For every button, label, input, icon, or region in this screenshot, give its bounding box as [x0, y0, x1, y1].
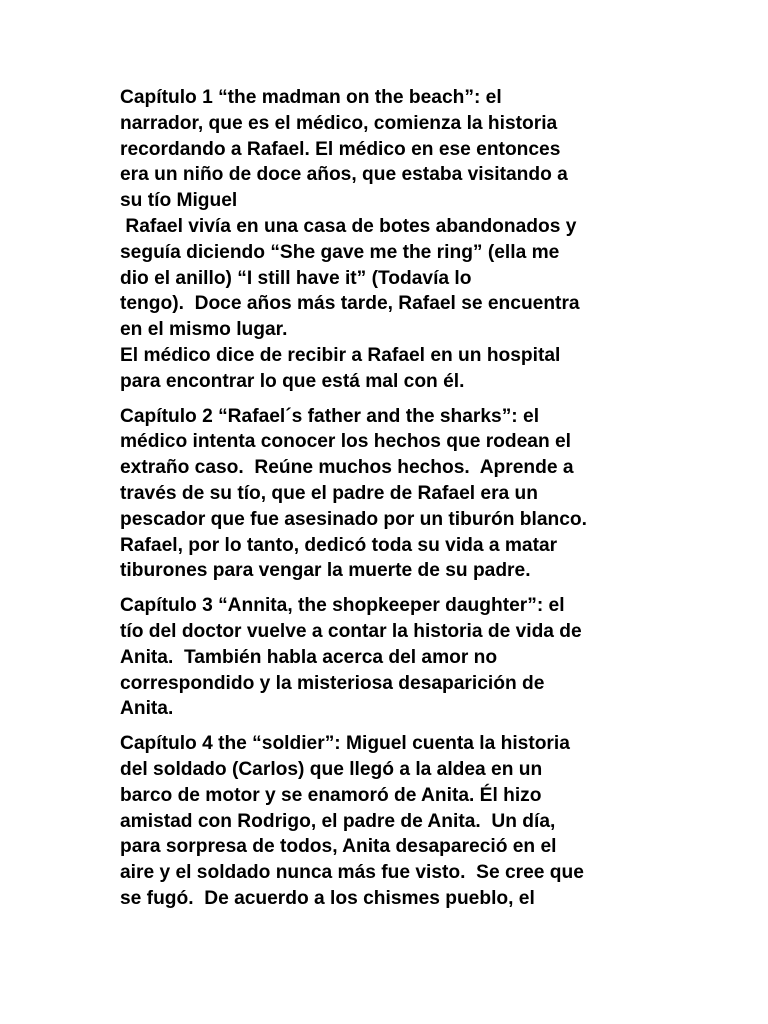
text-line: recordando a Rafael. El médico en ese entonces [120, 138, 561, 160]
text-line: través de su tío, que el padre de Rafael era un [120, 482, 539, 504]
text-line: correspondido y la misteriosa desaparición de [120, 672, 545, 694]
text-line: amistad con Rodrigo, el padre de Anita. Un día, [120, 810, 556, 832]
text-line: Capítulo 2 “Rafael´s father and the sharks”: el [120, 405, 540, 427]
text-line: tiburones para vengar la muerte de su padre. [120, 560, 531, 582]
text-line: para sorpresa de todos, Anita desapareció en el [120, 836, 557, 858]
text-line: médico intenta conocer los hechos que rodean el [120, 431, 572, 453]
text-line: El médico dice de recibir a Rafael en un hospital [120, 344, 561, 366]
paragraph-capitulo-1 [120, 85, 668, 395]
text-line: pescador que fue asesinado por un tiburón blanco. [120, 508, 587, 530]
text-line: Capítulo 3 “Annita, the shopkeeper daughter”: el [120, 595, 565, 617]
paragraph-capitulo-4 [120, 731, 668, 912]
text-line: narrador, que es el médico, comienza la historia [120, 112, 558, 134]
text-line: era un niño de doce años, que estaba visitando a [120, 164, 568, 186]
text-line: Capítulo 4 the “soldier”: Miguel cuenta la historia [120, 733, 570, 755]
text-line: Anita. También habla acerca del amor no [120, 646, 498, 668]
text-line: se fugó. De acuerdo a los chismes pueblo, el [120, 887, 535, 909]
document-text [120, 85, 668, 921]
paragraph-capitulo-2 [120, 404, 668, 585]
text-line: Anita. [120, 698, 174, 720]
text-line: extraño caso. Reúne muchos hechos. Aprende a [120, 457, 574, 479]
text-line: Capítulo 1 “the madman on the beach”: el [120, 87, 502, 108]
text-line: tengo). Doce años más tarde, Rafael se encuentra [120, 293, 580, 315]
text-line: en el mismo lugar. [120, 319, 288, 341]
paragraph-capitulo-3 [120, 593, 668, 722]
text-line: barco de motor y se enamoró de Anita. Él hizo [120, 784, 542, 806]
text-line: seguía diciendo “She gave me the ring” (ella me [120, 241, 560, 263]
text-line: del soldado (Carlos) que llegó a la aldea en un [120, 758, 543, 780]
text-line: su tío Miguel [120, 190, 238, 212]
text-line: tío del doctor vuelve a contar la historia de vida de [120, 620, 582, 642]
text-line: dio el anillo) “I still have it” (Todavía lo [120, 267, 472, 289]
text-line: para encontrar lo que está mal con él. [120, 370, 465, 392]
text-line: Rafael vivía en una casa de botes abandonados y [120, 215, 577, 237]
text-line: aire y el soldado nunca más fue visto. Se cree que [120, 862, 584, 884]
text-line: Rafael, por lo tanto, dedicó toda su vida a matar [120, 534, 558, 556]
